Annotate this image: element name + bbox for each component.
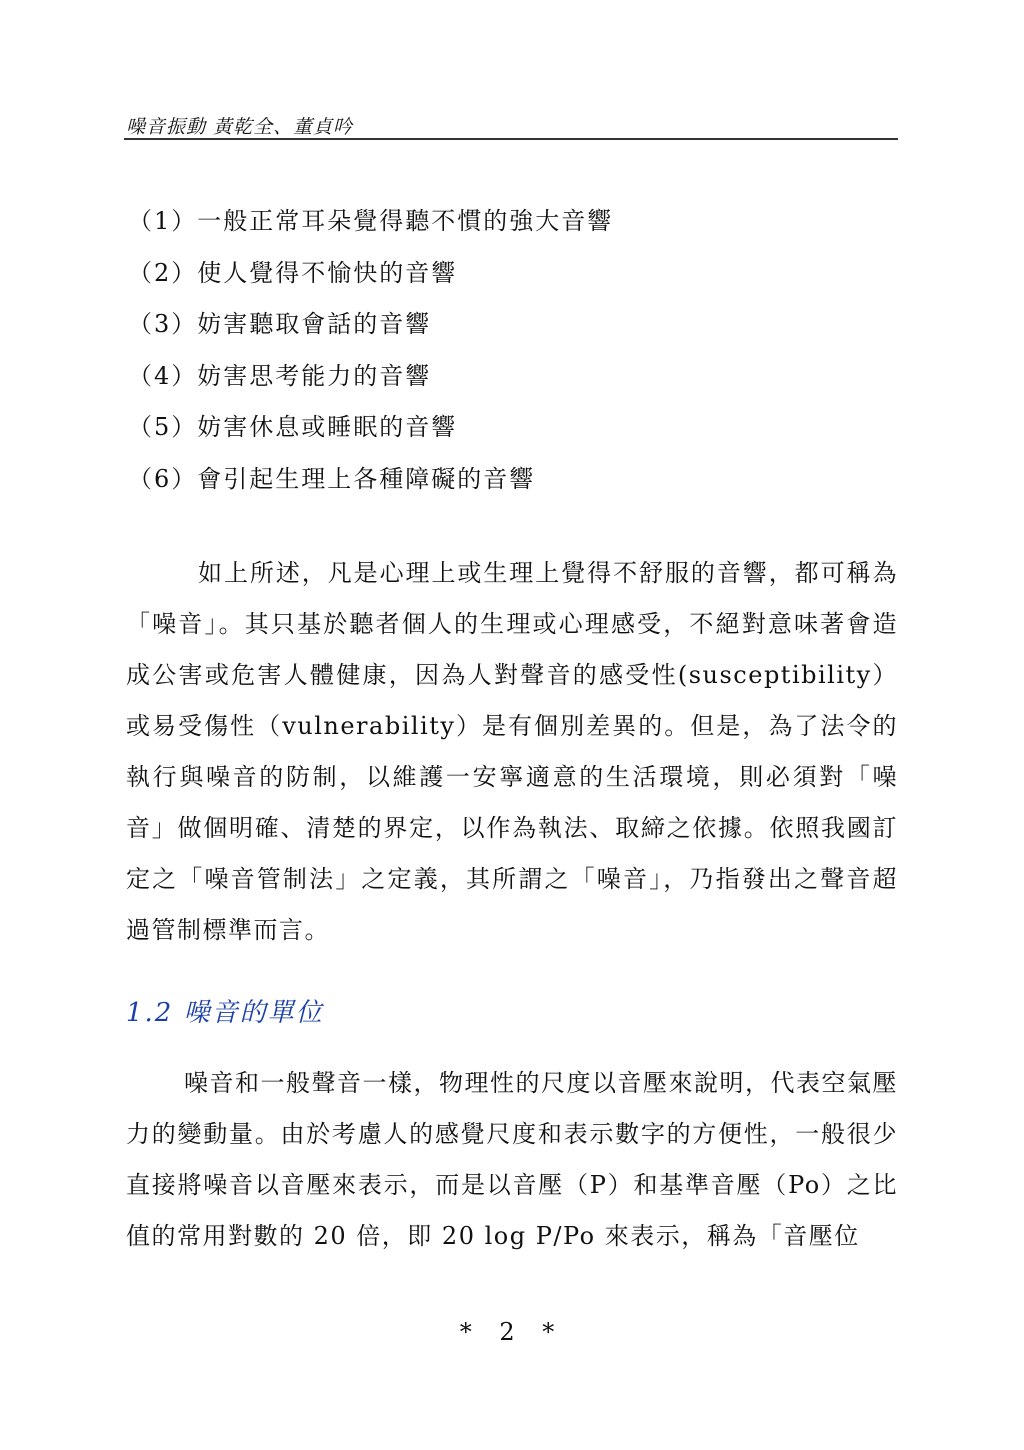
list-item: （1）一般正常耳朵覺得聽不慣的強大音響 — [128, 207, 614, 235]
list-item: （4）妨害思考能力的音響 — [128, 361, 432, 390]
list-item: （2）使人覺得不愉快的音響 — [128, 258, 458, 287]
list-item: （5）妨害休息或睡眠的音響 — [128, 413, 458, 442]
running-header: 噪音振動 黃乾全、董貞吟 — [126, 116, 354, 138]
list-item: （6）會引起生理上各種障礙的音響 — [128, 464, 536, 493]
page-number: * 2 * — [459, 1318, 565, 1346]
header-divider — [124, 138, 898, 140]
paragraph-noise-definition: 如上所述，凡是心理上或生理上覺得不舒服的音響，都可稱為「噪音」。其只基於聽者個人的生理或心理感受，不絕對意味著會造成公害或危害人體健康，因為人對聲音的感受性(susceptibility）或易受傷性（vulnerability）是有個別差異的。但是，為了法令的執行與噪音的防制，以維護一安寧適意的生活環境，則必須對「噪音」做個明確、清楚的界定，以作為執法、取締之依據。依照我國訂定之「噪音管制法」之定義，其所謂之「噪音」，乃指發出之聲音超過管制標準而言。 — [126, 559, 898, 944]
list-item: （3）妨害聽取會話的音響 — [128, 310, 432, 339]
paragraph-noise-units: 噪音和一般聲音一樣，物理性的尺度以音壓來說明，代表空氣壓力的變動量。由於考慮人的感覺尺度和表示數字的方便性，一般很少直接將噪音以音壓來表示，而是以音壓（P）和基準音壓（Po）之比值的常用對數的 20 倍，即 20 log P/Po 來表示，稱為「音壓位 — [126, 1069, 898, 1250]
noise-definition-list — [128, 196, 888, 506]
section-heading: 1.2 噪音的單位 — [126, 998, 324, 1028]
